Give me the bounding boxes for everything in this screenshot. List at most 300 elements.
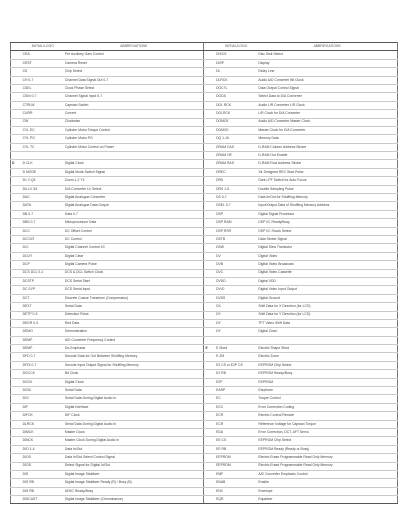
table-row — [11, 219, 398, 227]
left-abbreviation: DCCNT — [22, 235, 64, 243]
right-meaning: Error Correction, DCT, AFT Servo — [257, 428, 397, 436]
left-abbreviation: DEDR 0-3 — [22, 319, 64, 327]
table-row — [11, 361, 398, 369]
left-abbreviation: D MODE — [22, 168, 64, 176]
left-meaning: Digital Mode Switch Signal — [64, 168, 204, 176]
left-group-letter — [11, 479, 22, 487]
right-meaning: Data Output Control Signal — [257, 84, 397, 92]
right-meaning: Electric Erase Programmable Read Only Memory — [257, 462, 397, 470]
left-group-letter — [11, 126, 22, 134]
right-group-letter — [204, 110, 215, 118]
table-row — [11, 387, 398, 395]
left-abbreviation: DEMP — [22, 345, 64, 353]
right-group-letter — [204, 51, 215, 59]
left-group-letter — [11, 252, 22, 260]
right-group-letter — [204, 252, 215, 260]
left-abbreviation: DAC — [22, 194, 64, 202]
right-group-letter — [204, 244, 215, 252]
right-group-letter — [204, 261, 215, 269]
right-group-letter — [204, 378, 215, 386]
left-meaning: Clockwise — [64, 118, 204, 126]
right-abbreviation: ENAB — [215, 479, 257, 487]
right-group-letter — [204, 286, 215, 294]
left-abbreviation: DA LV 3/1 — [22, 185, 64, 193]
right-abbreviation: DVDD — [215, 277, 257, 285]
table-row — [11, 303, 398, 311]
right-group-letter — [204, 269, 215, 277]
left-meaning: Zoom 1-2 Y3 — [64, 177, 204, 185]
left-group-letter — [11, 462, 22, 470]
right-group-letter — [204, 135, 215, 143]
right-abbreviation: DSP RSR — [215, 227, 257, 235]
right-group-letter — [204, 479, 215, 487]
right-abbreviation: DSP — [215, 210, 257, 218]
left-meaning: Demonstration — [64, 328, 204, 336]
left-group-letter — [11, 470, 22, 478]
table-row — [11, 345, 398, 353]
left-meaning: DC Control — [64, 235, 204, 243]
left-meaning: Data 0-7 — [64, 210, 204, 218]
left-abbreviation: DBS 0-7 — [22, 219, 64, 227]
left-abbreviation: CH 0-7 — [22, 76, 64, 84]
table-header-row — [11, 43, 398, 51]
left-abbreviation: CYL TC — [22, 143, 64, 151]
left-group-letter — [11, 76, 22, 84]
right-abbreviation: DRS 1-5 — [215, 185, 257, 193]
right-meaning: Digital Video — [257, 252, 397, 260]
table-row — [11, 378, 398, 386]
right-abbreviation: E ZM — [215, 353, 257, 361]
right-group-letter: E — [204, 345, 215, 353]
left-group-letter — [11, 311, 22, 319]
right-abbreviation: DOCTL — [215, 84, 257, 92]
right-meaning: Torque Control — [257, 395, 397, 403]
left-meaning: DCS & DCL Switch Clock — [64, 269, 204, 277]
abbreviations-table — [10, 42, 398, 504]
right-group-letter — [204, 152, 215, 160]
left-group-letter — [11, 353, 22, 361]
right-abbreviation: EMF — [215, 470, 257, 478]
right-group-letter — [204, 319, 215, 327]
table-row — [11, 194, 398, 202]
right-group-letter — [204, 496, 215, 504]
left-meaning: Serial Data — [64, 303, 204, 311]
table-row — [11, 328, 398, 336]
right-meaning: Envelope — [257, 487, 397, 495]
right-meaning: DSP I/C Ready/Busy — [257, 219, 397, 227]
right-group-letter — [204, 487, 215, 495]
left-group-letter — [11, 420, 22, 428]
left-group-letter — [11, 286, 22, 294]
left-abbreviation: D1 Y-Q3 — [22, 177, 64, 185]
left-abbreviation: DGDI — [22, 387, 64, 395]
right-group-header — [204, 43, 215, 51]
right-abbreviation: DS 0-7 — [215, 194, 257, 202]
left-group-letter — [11, 445, 22, 453]
right-meaning: EEPROM Chip Select — [257, 361, 397, 369]
left-meaning: Channel Signal Input 0-7 — [64, 93, 204, 101]
left-group-letter — [11, 403, 22, 411]
right-meaning: D-RAM Column Address Strobe — [257, 143, 397, 151]
right-abbreviation: DSW — [215, 244, 257, 252]
left-abbreviation: DATA — [22, 202, 64, 210]
table-row — [11, 51, 398, 59]
left-abbreviation: CTRLW — [22, 101, 64, 109]
table-row — [11, 68, 398, 76]
left-abbreviation: DGI — [22, 395, 64, 403]
table-row — [11, 395, 398, 403]
right-meaning: Delay Line — [257, 68, 397, 76]
right-meaning: D-RAM Row Address Strobe — [257, 160, 397, 168]
right-abbreviation: DOMCK — [215, 126, 257, 134]
left-group-letter — [11, 101, 22, 109]
table-row — [11, 152, 398, 160]
right-meaning: Double Sampling Pulse — [257, 185, 397, 193]
left-abbreviation: CYL PG — [22, 135, 64, 143]
left-group-letter — [11, 168, 22, 176]
left-group-letter — [11, 370, 22, 378]
right-group-letter — [204, 303, 215, 311]
right-group-letter — [204, 395, 215, 403]
left-group-letter — [11, 303, 22, 311]
table-row — [11, 252, 398, 260]
right-meaning: Audio L/R Converter L/R Clock — [257, 101, 397, 109]
left-group-letter — [11, 328, 22, 336]
right-group-letter — [204, 454, 215, 462]
right-abbreviation: DVIO — [215, 286, 257, 294]
right-abbreviation: EARP — [215, 387, 257, 395]
right-abbreviation: E2 CS or E2P CS — [215, 361, 257, 369]
left-group-letter — [11, 244, 22, 252]
right-abbreviation: EE RB — [215, 445, 257, 453]
table-row — [11, 160, 398, 168]
table-body — [11, 51, 398, 504]
left-group-letter — [11, 235, 22, 243]
table-row — [11, 403, 398, 411]
left-meaning: Microprocessor Data — [64, 219, 204, 227]
right-abbreviation: DVC — [215, 269, 257, 277]
right-group-letter — [204, 370, 215, 378]
right-meaning: Digital Video Input Output — [257, 286, 397, 294]
left-meaning: DIF Clock — [64, 412, 204, 420]
right-abbreviation: DRAM OE — [215, 152, 257, 160]
right-abbreviation: ENV — [215, 487, 257, 495]
left-group-letter — [11, 110, 22, 118]
left-meaning: DISIC Ready/Busy — [64, 487, 204, 495]
left-abbreviation: CSIN 0-7 — [22, 93, 64, 101]
left-meaning: Red Data — [64, 319, 204, 327]
table-row — [11, 261, 398, 269]
right-abbreviation: DY — [215, 319, 257, 327]
left-meaning: Decode Input Output Signal for Shuffling Memory — [64, 361, 204, 369]
right-group-letter — [204, 420, 215, 428]
left-meaning: Clock Phase Select — [64, 84, 204, 92]
left-group-letter — [11, 93, 22, 101]
table-row — [11, 479, 398, 487]
right-group-letter — [204, 412, 215, 420]
right-abbreviation: DLRCK — [215, 76, 257, 84]
table-row — [11, 101, 398, 109]
left-abbreviation: DCC — [22, 227, 64, 235]
right-meaning: Digital Video Cassette — [257, 269, 397, 277]
right-group-letter — [204, 177, 215, 185]
left-group-letter — [11, 143, 22, 151]
right-group-letter — [204, 328, 215, 336]
left-abbreviation: DIMCK — [22, 428, 64, 436]
table-row — [11, 294, 398, 302]
right-abbreviation: DISP — [215, 59, 257, 67]
right-abbreviation: DRAM CAS — [215, 143, 257, 151]
right-initial-header: INITIAL/LOGO — [215, 43, 257, 51]
right-meaning: Memory Data — [257, 135, 397, 143]
right-abbreviation: DV — [215, 252, 257, 260]
table-row — [11, 336, 398, 344]
right-group-letter — [204, 76, 215, 84]
right-meaning: EEPROM Ready/Busy — [257, 370, 397, 378]
table-row — [11, 177, 398, 185]
right-meaning: L/R Clock for D/A Converter — [257, 110, 397, 118]
left-meaning: Digital Channel Control I/C — [64, 244, 204, 252]
left-meaning: A/D Converter Frequency Control — [64, 336, 204, 344]
left-abbreviation: CRST — [22, 59, 64, 67]
left-abbreviation: DIFCK — [22, 412, 64, 420]
right-group-letter — [204, 101, 215, 109]
right-abbreviation: DOMCK — [215, 118, 257, 126]
right-group-letter — [204, 59, 215, 67]
table-row — [11, 244, 398, 252]
right-abbreviation: DISCS — [215, 51, 257, 59]
table-row — [11, 277, 398, 285]
left-abbreviation: D CLK — [22, 160, 64, 168]
right-abbreviation: DRAM RAS — [215, 160, 257, 168]
right-meaning: Input/Output Data of Shuffling Memory Address — [257, 202, 397, 210]
table-row — [11, 319, 398, 327]
left-group-letter — [11, 319, 22, 327]
table-row — [11, 126, 398, 134]
left-meaning: Data In/Out Select Control Signal — [64, 454, 204, 462]
left-group-letter — [11, 227, 22, 235]
right-group-letter — [204, 336, 215, 344]
right-abbreviation: DRK — [215, 177, 257, 185]
table-row — [11, 93, 398, 101]
left-group-letter — [11, 294, 22, 302]
left-group-letter — [11, 345, 22, 353]
right-abbreviation: DQ 1-16 — [215, 135, 257, 143]
left-group-header — [11, 43, 22, 51]
left-group-letter — [11, 395, 22, 403]
right-abbreviation: EEPROM — [215, 454, 257, 462]
left-group-letter — [11, 185, 22, 193]
table-row — [11, 59, 398, 67]
left-meaning: Digital Analogue Data Output — [64, 202, 204, 210]
table-row — [11, 168, 398, 176]
right-group-letter — [204, 353, 215, 361]
left-abbreviation: DINCK — [22, 437, 64, 445]
table-row — [11, 118, 398, 126]
right-abbreviation: E Shed — [215, 345, 257, 353]
left-group-letter — [11, 68, 22, 76]
left-meaning: DCS Serial Start — [64, 277, 204, 285]
left-meaning: Digital Clock — [64, 378, 204, 386]
left-meaning: Decode Data for Out Between Shuffling Memory — [64, 353, 204, 361]
right-meaning: Electric Zoom — [257, 353, 397, 361]
right-meaning: Data In/Out for Shuffling Memory — [257, 194, 397, 202]
right-meaning: Digital Slew Transistor — [257, 244, 397, 252]
right-group-letter — [204, 126, 215, 134]
left-abbreviation: CURR — [22, 110, 64, 118]
left-meaning: Bit Clock — [64, 370, 204, 378]
left-meaning: Cylinder Motor Control on Power — [64, 143, 204, 151]
right-abbreviation: ECR — [215, 412, 257, 420]
left-meaning: DC Offset Control — [64, 227, 204, 235]
left-meaning: Serial Data During Digital Audio In — [64, 420, 204, 428]
left-group-letter — [11, 219, 22, 227]
left-group-letter — [11, 361, 22, 369]
left-meaning: Digital Image Stabilizer Ready (R) / Busy (B) — [64, 479, 204, 487]
left-abbreviation: DEMO — [22, 328, 64, 336]
left-abbreviation: CYL EC — [22, 126, 64, 134]
table-row — [11, 202, 398, 210]
left-group-letter — [11, 118, 22, 126]
right-group-letter — [204, 68, 215, 76]
abbreviations-page — [10, 42, 398, 504]
right-abbreviation: EE CS — [215, 437, 257, 445]
right-meaning: Electric Erase Programmable Read Only Memory — [257, 454, 397, 462]
left-meaning: Current — [64, 110, 204, 118]
left-group-letter — [11, 84, 22, 92]
left-meaning: Camera Reset — [64, 59, 204, 67]
table-row — [11, 454, 398, 462]
left-group-letter — [11, 412, 22, 420]
right-meaning: EEPROM Chip Select — [257, 437, 397, 445]
left-abbreviation: CW — [22, 118, 64, 126]
left-abbreviation: DFDI 0-7 — [22, 361, 64, 369]
right-meaning: Electric Shape Shed — [257, 345, 397, 353]
table-row — [11, 445, 398, 453]
left-meaning: Digital Clock — [64, 160, 204, 168]
table-row — [11, 496, 398, 504]
left-abbreviation: DEMP — [22, 336, 64, 344]
left-abbreviation — [22, 152, 64, 160]
left-abbreviation: DISCAST — [22, 496, 64, 504]
right-meaning: Digital Zoom — [257, 328, 397, 336]
right-abbreviation: DX — [215, 303, 257, 311]
right-group-letter — [204, 294, 215, 302]
left-abbreviation: DFD 0-7 — [22, 353, 64, 361]
left-abbreviation: DIOS — [22, 454, 64, 462]
left-meaning: Discrete Cosine Transform (Compression) — [64, 294, 204, 302]
right-meaning: Data Strobe Signal — [257, 235, 397, 243]
table-row — [11, 470, 398, 478]
right-meaning: Digital Video Broadcast — [257, 261, 397, 269]
right-group-letter — [204, 202, 215, 210]
left-abbreviation: DLRCK — [22, 420, 64, 428]
right-group-letter — [204, 210, 215, 218]
left-meaning: Detection Pulse — [64, 311, 204, 319]
table-row — [11, 462, 398, 470]
left-meaning: Cylinder Motor PG — [64, 135, 204, 143]
left-group-letter — [11, 487, 22, 495]
left-meaning: Digital Clear — [64, 252, 204, 260]
left-meaning: Digital Interface — [64, 403, 204, 411]
left-meaning: Master Clock During Digital Audio In — [64, 437, 204, 445]
left-meaning — [64, 152, 204, 160]
left-meaning: Select Signal for Digital In/Out — [64, 462, 204, 470]
left-group-letter — [11, 437, 22, 445]
left-group-letter — [11, 454, 22, 462]
right-abbreviation: DOLRCK — [215, 110, 257, 118]
right-meaning: Error Correction Coding — [257, 403, 397, 411]
right-meaning: Reference Voltage for Capstan Torque — [257, 420, 397, 428]
table-row — [11, 235, 398, 243]
right-group-letter — [204, 361, 215, 369]
left-meaning: Digital Analogue Converter — [64, 194, 204, 202]
right-meaning: Shift Data for X Direction (for LCD) — [257, 303, 397, 311]
right-group-letter — [204, 118, 215, 126]
right-meaning: D-RAM Out Enable — [257, 152, 397, 160]
right-group-letter — [204, 437, 215, 445]
right-abbreviation: ECR — [215, 420, 257, 428]
right-meaning: EEPROM Ready (Ready or Busy) — [257, 445, 397, 453]
right-abbreviation: DSP RAM — [215, 219, 257, 227]
right-group-letter — [204, 219, 215, 227]
table-row — [11, 311, 398, 319]
table-row — [11, 353, 398, 361]
table-row — [11, 84, 398, 92]
right-abbreviation: EQR — [215, 496, 257, 504]
left-abbreviation: CS — [22, 68, 64, 76]
right-meaning: Enable — [257, 479, 397, 487]
right-abbreviation: E2 RB — [215, 370, 257, 378]
right-meaning: Audio A/D Converter Master Clock — [257, 118, 397, 126]
left-abbreviation: DIS RB — [22, 479, 64, 487]
left-abbreviation: DCLR — [22, 252, 64, 260]
right-abbreviation: DSEL 0-7 — [215, 202, 257, 210]
right-abbreviation: DVB — [215, 261, 257, 269]
right-meaning: Master Clock for D/A Converter — [257, 126, 397, 134]
right-meaning: Display — [257, 59, 397, 67]
left-meaning: Chip Select — [64, 68, 204, 76]
left-meaning: Digital Image Stabilizer — [64, 470, 204, 478]
right-group-letter — [204, 387, 215, 395]
left-meaning: Digital Camera Pulse — [64, 261, 204, 269]
left-abbreviation: DIO 1-4 — [22, 445, 64, 453]
table-row — [11, 437, 398, 445]
right-group-letter — [204, 311, 215, 319]
left-group-letter — [11, 135, 22, 143]
left-meaning: Master Clock — [64, 428, 204, 436]
right-meaning: Xtr Designed REC Start Pulse — [257, 168, 397, 176]
right-abbreviation: DL — [215, 68, 257, 76]
right-abbreviation: E2P — [215, 378, 257, 386]
right-meaning: Disc Disk Select — [257, 51, 397, 59]
right-meaning: Select Data to D/A Converter — [257, 93, 397, 101]
left-group-letter: D — [11, 160, 22, 168]
left-abbreviation: DIS RB — [22, 487, 64, 495]
left-meaning: Channel Data Signal Out 0-7 — [64, 76, 204, 84]
left-group-letter — [11, 277, 22, 285]
left-meaning: DCS Serial Input — [64, 286, 204, 294]
left-abbreviation: DB 0-7 — [22, 210, 64, 218]
left-meaning: Pre Auxiliary Gain Control — [64, 51, 204, 59]
right-group-letter — [204, 160, 215, 168]
table-row — [11, 412, 398, 420]
right-meaning: Audio A/D Converter Bit Clock — [257, 76, 397, 84]
left-abbreviation: DCT — [22, 294, 64, 302]
left-group-letter — [11, 59, 22, 67]
table-row — [11, 110, 398, 118]
right-meaning: TFT Video Shift Data — [257, 319, 397, 327]
